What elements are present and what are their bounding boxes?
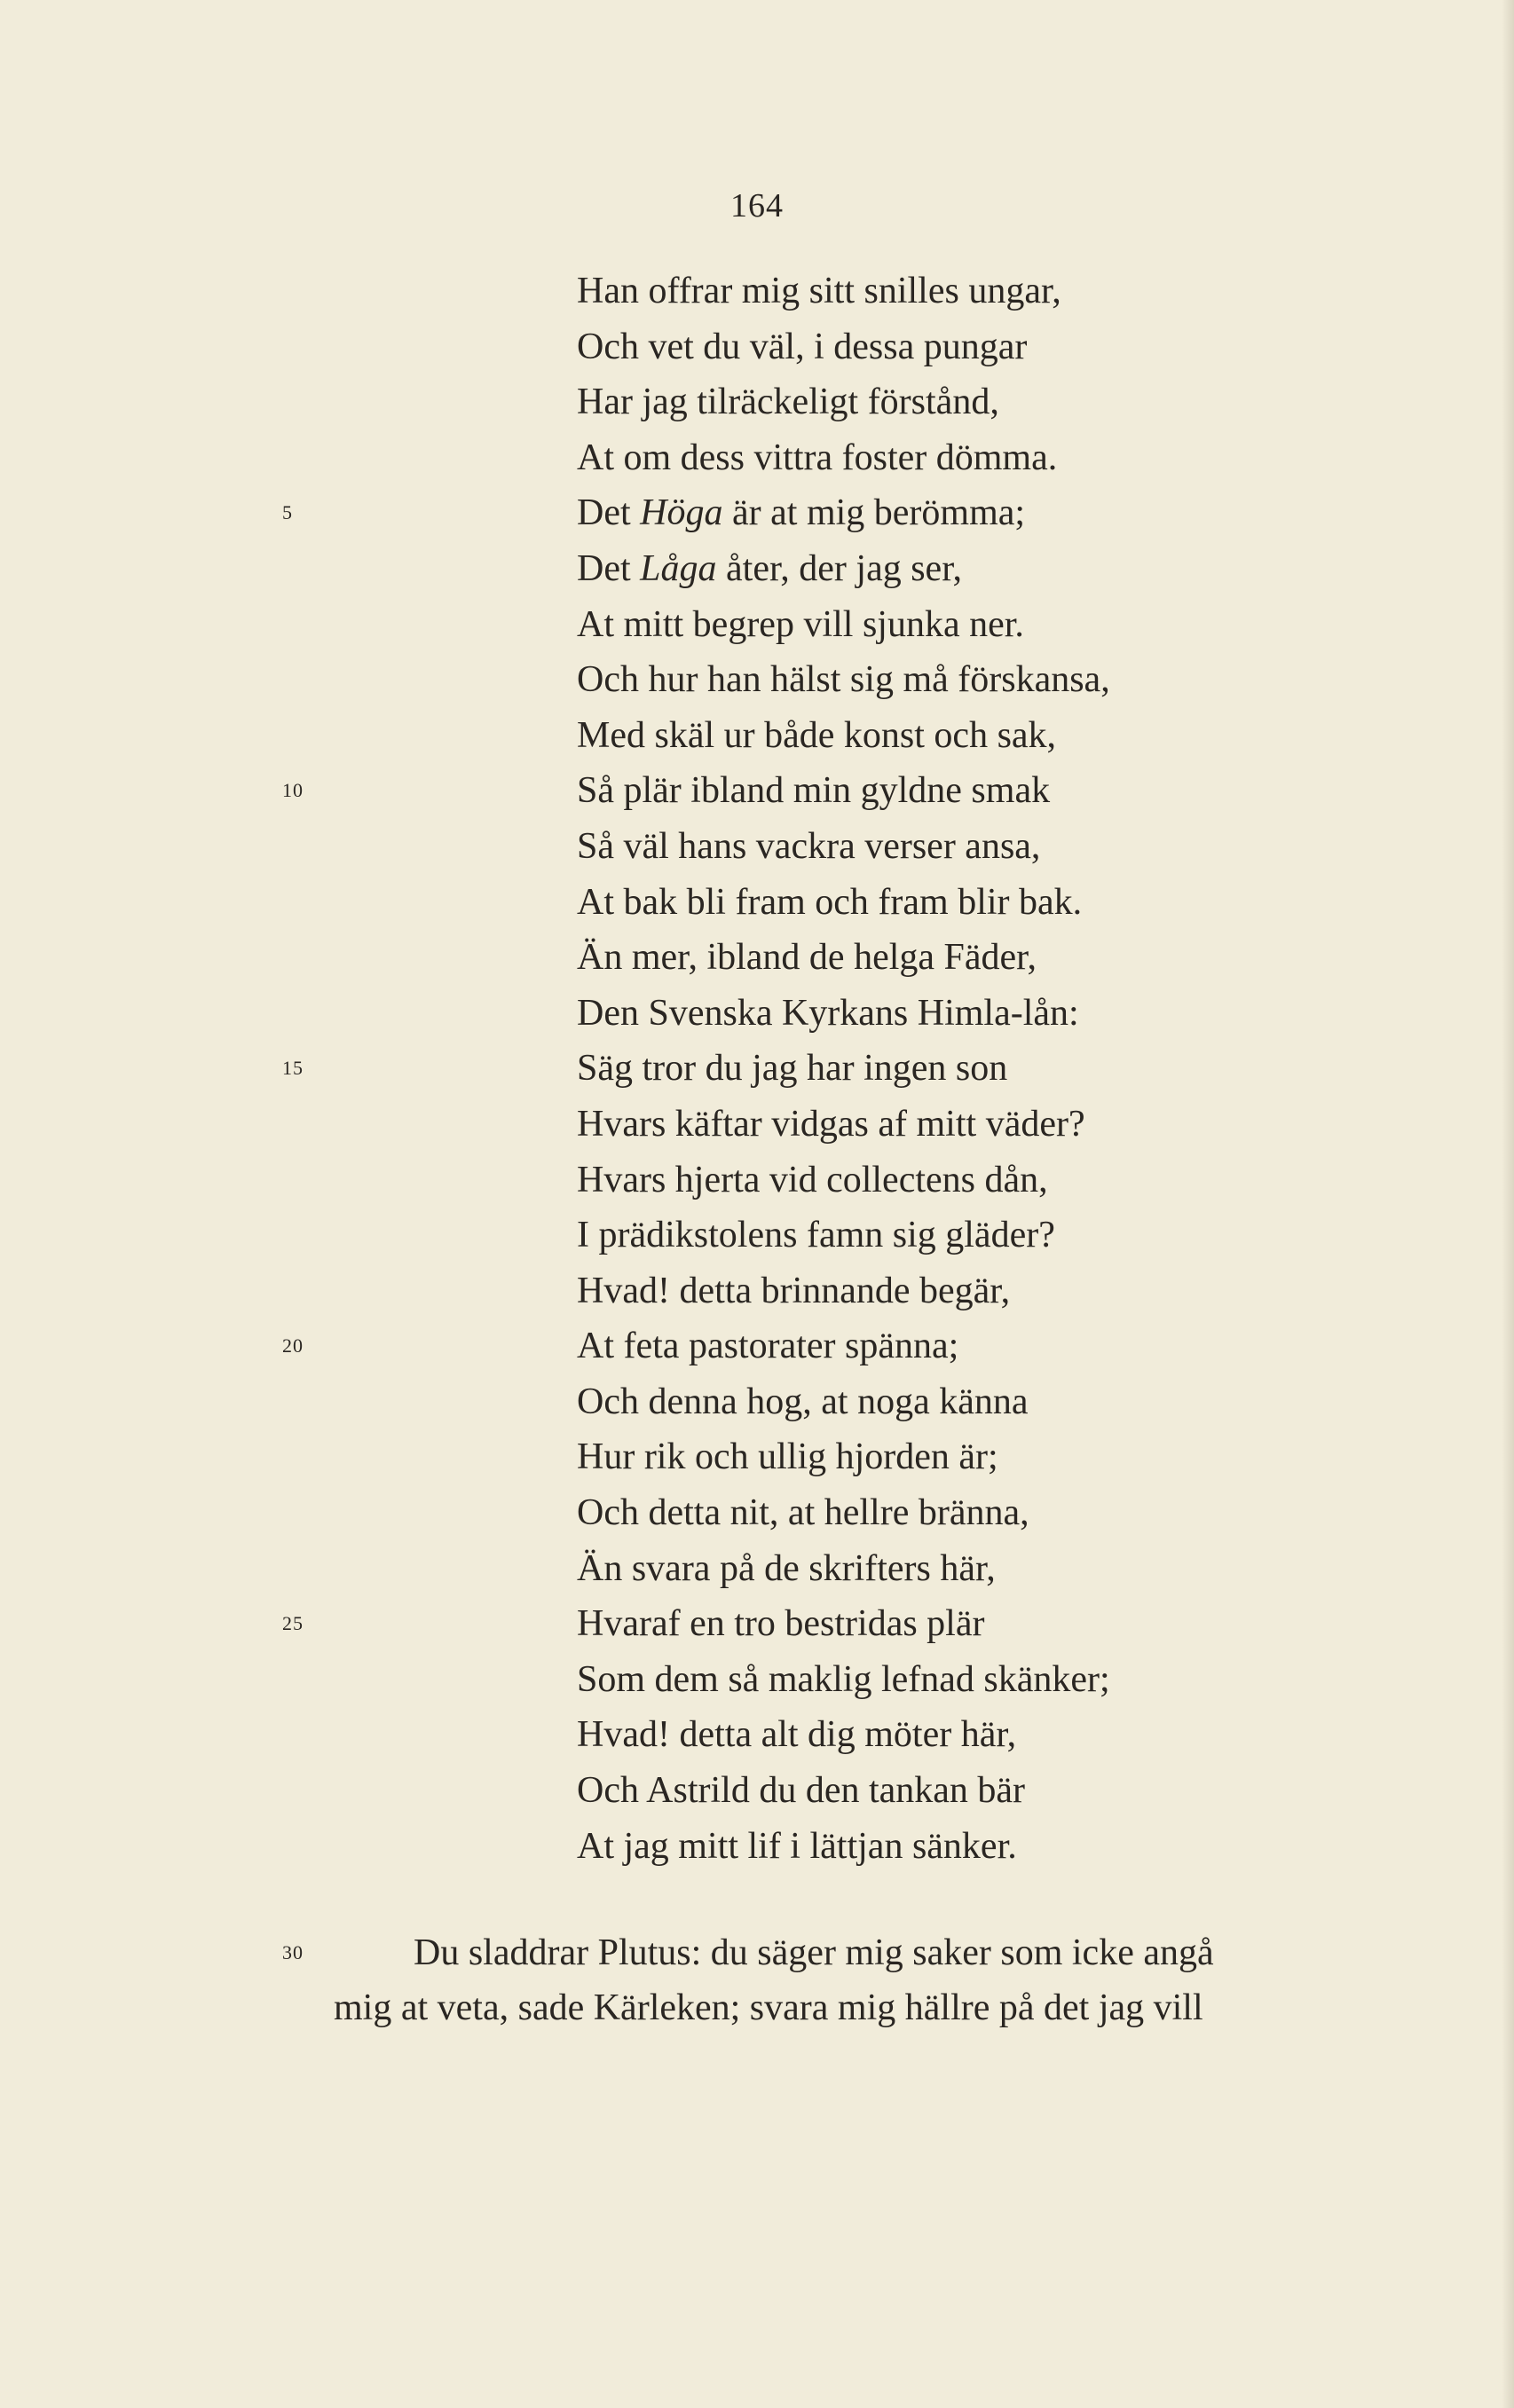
verse-text: Hvad! detta brinnande begär, — [577, 1270, 1011, 1311]
verse-line — [0, 1541, 1514, 1597]
verse-line — [0, 1097, 1514, 1153]
verse-text-pre: Det — [577, 492, 641, 534]
verse-line — [0, 1208, 1514, 1263]
verse-text: Och detta nit, at hellre bränna, — [577, 1492, 1029, 1534]
verse-text-italic: Höga — [640, 492, 723, 534]
verse-line — [0, 1318, 1514, 1374]
verse-line — [0, 652, 1514, 708]
verse-text — [577, 541, 962, 597]
line-number: 10 — [282, 779, 304, 802]
prose-block — [0, 1925, 1514, 2035]
verse-text: Än svara på de skrifters här, — [577, 1547, 996, 1589]
verse-line — [0, 1652, 1514, 1708]
verse-text: Än mer, ibland de helga Fäder, — [577, 937, 1037, 979]
verse-line — [0, 763, 1514, 819]
page-number: 164 — [730, 187, 784, 224]
verse-text: Och vet du väl, i dessa pungar — [577, 326, 1028, 367]
verse-text-italic: Låga — [640, 547, 717, 589]
verse-text: Så väl hans vackra verser ansa, — [577, 825, 1041, 867]
line-number: 5 — [282, 501, 293, 524]
verse-line — [0, 1707, 1514, 1763]
prose-line — [0, 1980, 1514, 2035]
verse-line — [0, 1763, 1514, 1819]
line-number: 30 — [282, 1941, 304, 1963]
verse-text-pre: Det — [577, 547, 641, 589]
verse-line — [0, 1819, 1514, 1875]
verse-text: Den Svenska Kyrkans Himla-lån: — [577, 992, 1079, 1034]
verse-text: Hvars käftar vidgas af mitt väder? — [577, 1103, 1085, 1145]
verse-line — [0, 708, 1514, 764]
verse-line — [0, 430, 1514, 486]
verse-text: At mitt begrep vill sjunka ner. — [577, 603, 1024, 645]
verse-line — [0, 1485, 1514, 1541]
prose-text: Du sladdrar Plutus: du säger mig saker som icke angå — [414, 1932, 1214, 1973]
verse-text: Hvad! detta alt dig möter här, — [577, 1714, 1017, 1756]
verse-text: Och denna hog, at noga känna — [577, 1381, 1029, 1422]
verse-text: Hvars hjerta vid collectens dån, — [577, 1159, 1048, 1200]
verse-text: Har jag tilräckeligt förstånd, — [577, 382, 999, 423]
verse-text — [577, 485, 1025, 541]
verse-line — [0, 1596, 1514, 1652]
verse-text: At jag mitt lif i lättjan sänker. — [577, 1825, 1017, 1867]
verse-text: At om dess vittra foster dömma. — [577, 437, 1058, 478]
line-number: 20 — [282, 1334, 304, 1357]
verse-text: At bak bli fram och fram blir bak. — [577, 881, 1083, 923]
verse-text-post: åter, der jag ser, — [716, 547, 963, 589]
verse-text: Han offrar mig sitt snilles ungar, — [577, 271, 1061, 311]
verse-text: At feta pastorater spänna; — [577, 1326, 959, 1367]
line-number: 25 — [282, 1612, 304, 1635]
verse-text: I prädikstolens famn sig gläder? — [577, 1215, 1055, 1256]
verse-text: Säg tror du jag har ingen son — [577, 1048, 1008, 1090]
verse-text: Så plär ibland min gyldne smak — [577, 770, 1051, 812]
prose-line — [0, 1925, 1514, 1980]
verse-line — [0, 485, 1514, 541]
verse-text: Hvaraf en tro bestridas plär — [577, 1603, 985, 1645]
verse-line — [0, 264, 1514, 319]
verse-line — [0, 986, 1514, 1042]
verse-line — [0, 875, 1514, 931]
verse-line — [0, 1374, 1514, 1430]
line-number: 15 — [282, 1057, 304, 1080]
verse-line — [0, 1263, 1514, 1319]
verse-line — [0, 930, 1514, 986]
poem-block — [0, 264, 1514, 1874]
verse-line — [0, 1041, 1514, 1097]
verse-line — [0, 541, 1514, 597]
verse-line — [0, 374, 1514, 430]
verse-text: Med skäl ur både konst och sak, — [577, 714, 1057, 756]
verse-text: Hur rik och ullig hjorden är; — [577, 1436, 998, 1478]
verse-line — [0, 1153, 1514, 1208]
prose-text: mig at veta, sade Kärleken; svara mig hällre på det jag vill — [334, 1987, 1203, 2028]
verse-line — [0, 1429, 1514, 1485]
verse-text: Och Astrild du den tankan bär — [577, 1770, 1026, 1812]
verse-text: Och hur han hälst sig må förskansa, — [577, 659, 1110, 701]
verse-line — [0, 597, 1514, 653]
verse-line — [0, 819, 1514, 875]
verse-text: Som dem så maklig lefnad skänker; — [577, 1658, 1110, 1700]
verse-text-post: är at mig berömma; — [722, 492, 1026, 534]
verse-line — [0, 319, 1514, 375]
